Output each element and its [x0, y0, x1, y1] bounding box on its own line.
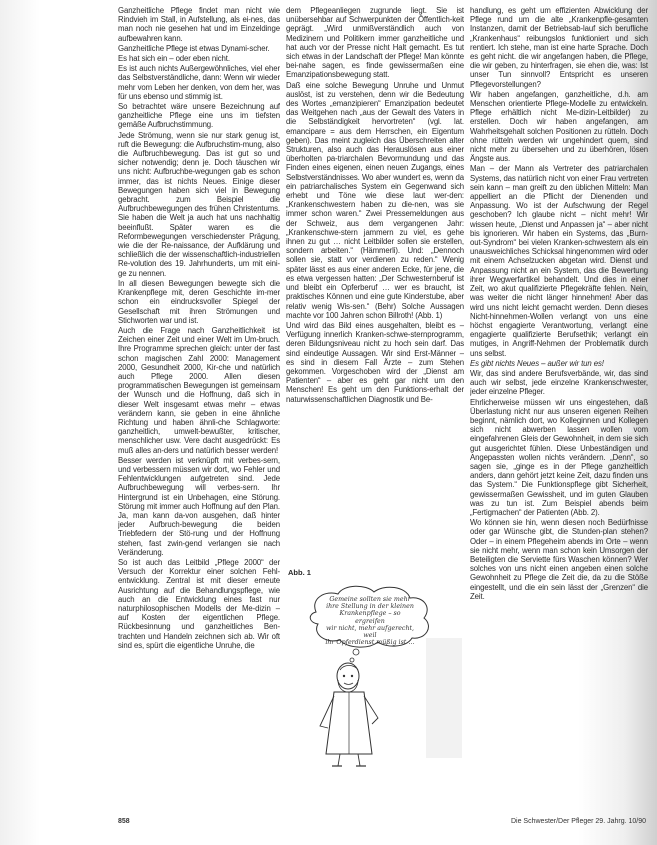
page-number: 858	[118, 818, 130, 825]
paragraph: dem Pflegeanliegen zugrunde liegt. Sie ist unübersehbar auf Schwerpunkten der Öffentlich-keit geprägt. „Wird unmißverständlich auch von Medizinern und Politikern immer ganzheitliche und hat auch vor der Presse nicht Halt gemacht. Es tut sich etwas in der Landschaft der Pflege! Man könnte bei-nahe sagen, es finde gewissermaßen eine Emanzipationsbewegung statt.	[286, 6, 464, 80]
paragraph: Ganzheitliche Pflege findet man nicht wie Rindvieh im Stall, in Aufstellung, als ei-nes, das man noch nie gesehen hat und im Einzeldinge aufbewahren kann.	[118, 6, 280, 43]
bubble-line: wir nicht, mehr aufgerecht, weil	[325, 624, 415, 640]
figure-head	[337, 663, 359, 689]
scan-shadow	[0, 0, 40, 845]
paragraph: Auch die Frage nach Ganzheitlichkeit ist Zeichen einer Zeit und einer Welt im Um-bruch. Ihre Programme sprechen gleich: unter der fast schon magischen Zahl 2000: Management 2000, Gesundheit 2000, Kir-che und natürlich auch Pflege 2000. Allen diesen programmatischen Bewegungen ist gemeinsam der Wunsch und die Hoffnung, daß sich in dieser Welt insgesamt etwas mehr – etwas verändern kann, sie geben in eine ähnliche Richtung und haben ähnli-che Schlagworte: ganzheitlich, umwelt-bewußter, kritischer, menschlicher usw. Vere dacht ausgedrückt: Es muß alles an-ders und natürlich besser werden!	[118, 325, 280, 455]
bubble-dot-1	[353, 649, 359, 655]
bubble-line: ihr Opferdienst müßig ist …	[325, 639, 415, 647]
paragraph: So betrachtet wäre unsere Bezeichnung auf ganzheitliche Pflege eine uns im tiefsten gemäße Aufbruchstimmung.	[118, 102, 280, 130]
paragraph: Daß eine solche Bewegung Unruhe und Unmut auslöst, ist zu verstehen, denn wir die Bedeutung des Wortes „emanzipieren“ Emanzipation bedeutet das Weitgehen nach „aus der Gewalt des Vaters in die Selbständigkeit hervortreten“ (vgl. lat. emancipare = aus dem Herrschen, ein Eigentum geben). Das meint zugleich das Überschreiten alter Strukturen, also auch das Herauslösen aus einer überholten pa-triarchalen Bevormundung und das Finden eines eigenen, einen neuen Zugangs, eines Selbstverständnisses. Wo aber wundert es, wenn da ein patriarchalisches System ein Gegenwand sich erhebt und Töne wie diese laut wer-den: „Krankenschwestern haben zu die-nen, was sie immer schon waren.“ Zwei Pressemeldungen aus der Schweiz, aus dem vergangenen Jahr: „Krankenschwe-stern jammern zu viel, es gehe ihnen zu gut … nicht Leitbilder sollen sie erstellen, sondern arbeiten.“ (Hämmerli). Und: „Dennoch sollen sie, statt vor verdienen zu reden.“ Wenig später lässt es aus einer anderen Ecke, für jene, die es etwa vergessen hatten: „Der Schwesternberuf ist und bleibt ein Opferberuf … wer es braucht, ist praktisches Können und eine gute Kinderstube, aber relativ wenig Wis-sen.“ (Behr) Solche Aussagen machte vor 100 Jahren schon Billroth! (Abb. 1)	[286, 80, 464, 320]
paragraph: Es hat sich ein – oder eben nicht.	[118, 54, 230, 64]
figure-label: Abb. 1	[288, 568, 311, 577]
paragraph: Es gibt nichts Neues – außer wir tun es!	[470, 358, 604, 368]
paragraph: Wir, das sind andere Berufsverbände, wir, das sind auch wir selbst, jede einzelne Krankenschwester, jeder einzelne Pfleger.	[470, 368, 648, 397]
text-column-3	[470, 6, 648, 806]
text-column-2	[286, 6, 464, 561]
paragraph: Besser werden ist verknüpft mit verbes-sern, und verbessern müssen wir dort, wo Fehler und Fehlentwicklungen aufgetreten sind. Jede Aufbruchbewegung will verbes-sern. Ihr Hintergrund ist ein Unbehagen, eine Störung. Störung mit immer auch Hoffnung auf den Plan. Ja, man kann da-von ausgehen, daß hinter jeder Aufbruch-bewegung die beiden Triebfedern der Stö-rung und der Hoffnung stehen, fast zwin-gend verlangen sie nach Veränderung.	[118, 455, 280, 557]
paragraph: In all diesen Bewegungen bewegte sich die Krankenpflege mit, deren Geschichte im-mer schon ein eindrucksvoller Spiegel der Gesellschaft mit ihren Strömungen und Stichworten war und ist.	[118, 278, 280, 325]
bubble-line: ihre Stellung in der kleinen	[326, 603, 414, 611]
paragraph: handlung, es geht um effizienten Abwicklung der Pflege rund um die alte „Krankenpfle-gesamten Instanzen, damit der Betriebsab-lauf sich berufliche „Krankenhaus“ reibungslos funktioniert und sich rentiert. Ich stehe, man ist eine harte Sprache. Doch es geht nicht. die wir angefangen haben, die Pflege, die wir geben, zu hinterfragen, sie ehen die, was: Ist unser Tun sinnvoll? Entspricht es unseren Pflegevorstellungen?	[470, 6, 648, 89]
bubble-line: Gemeine sollten sie mehr	[329, 596, 411, 603]
paragraph: Wir haben angefangen, ganzheitliche, d.h. am Menschen orientierte Pflege-Modelle zu entwickeln. Pflege erhältlich nicht Me-dizin-Leitbilder) zu erstellen. Doch wir haben angefangen, am Wahrheitsgehalt solchen Positionen zu rütteln. Doch ohne rütteln werden wir ungehindert quem, sind nicht mehr zu übersehen und zu überhören, lösen Ängste aus.	[470, 89, 648, 164]
bubble-line: Krankenpflege – so ergreifen	[339, 610, 401, 625]
paragraph: Ehrlicherweise müssen wir uns eingestehen, daß Überlastung nicht nur aus unseren eigenen Reihen beginnt, nämlich dort, wo Kolleginnen und Kollegen sich nicht abwerben lassen wollen vom eingefahrenen Gleis der Gewohnheit, in dem sie sich gut ausgerichtet fühlen. Diese Unbeständigen und Angepassten wollen nichts verändern. „Denn“, so sagen sie, „ginge es in der Pflege ganzheitlich anders, dann gehört jetzt keine Zeit, dazu finden uns das System.“ Die Funktionspflege gibt Sicherheit, gewissermaßen Gewissheit, und im guten Glauben was zu tun ist. Zum Beispiel abends beim „Fertigmachen“ der Patienten (Abb. 2).	[470, 397, 648, 517]
paragraph: Ganzheitliche Pflege ist etwas Dynami-scher.	[118, 43, 270, 53]
paragraph: Und wird das Bild eines ausgehalten, bleibt es – Verfügung innerlich Kranken-schwe-sternprogramm, deren Bildungsniveau nicht zu hoch sein darf. Das sind eindeutige Aussagen. Wir sind Erst-Männer – es sind in diesem Fall Ärzte – zum Stehen gekommen. Vorgeschoben wird der „Dienst am Patienten“ – aber es geht gar nicht um den Menschen! Es geht um den Funktions-erhalt der naturwissenschaftlichen Diagnostik und Be-	[286, 320, 464, 404]
paragraph: Jede Strömung, wenn sie nur stark genug ist, ruft die Bewegung: die Aufbruchstim-mung, also die Aufbruchbewegung. Das ist gut so und sicher notwendig; denn je. Doch täuschen wir uns nicht: Aufbruchbe-wegungen gab es schon immer, das ist nichts Neues. Einige dieser Bewegungen haben sich viel in Bewegung gebracht. zum Beispiel die Aufbruchbewegungen des frühen Christentums. Sie haben die Welt ja auch hat uns nachhaltig beeinflußt. Später waren es die Reformbewegungen verschiedenster Prägung, wie die der Re-naissance, der Aufklärung und schließlich die der wissenschaftlich-industriellen Re-volution des 19. Jahrhunderts, um mit eini-ge zu nennen.	[118, 130, 280, 278]
journal-footer: Die Schwester/Der Pfleger 29. Jahrg. 10/90	[510, 818, 646, 825]
text-column-1	[118, 6, 280, 806]
paragraph: Man – der Mann als Vertreter des patriarchalen Systems, das natürlich nicht von einer Frau vertreten sein kann – man greift zu den üblichen Mitteln: Man appelliert an die Pflicht der Dienenden und Anpassung. Wo ist der Aufschwung der Regel geschoben? Ich glaube nicht – nicht mehr! Wir wissen heute, „Dienst und Anpassen ja“ – aber nicht bis ignorieren. Wir haben ein Systems, das „Burn-out-Syndrom“ bei vielen Kranken-schwestern als ein unausweichliches Schicksal hingenommen wird oder mit einem Achselzucken abgetan wird. Dienst und Anpassung nicht an ein System, das die Bewertung ihrer Wegwerfartikel behandelt. Und dies in einer Zeit, wo akut qualifizierte Pflegekräfte fehlen. Nein, was weiter die nicht länger hinnehmen! Aber das wird uns nicht leicht gemacht werden. Denn dieses Nicht-hinnehmen-Wollen verlangt von uns eine höchst engagierte Verantwortung, verlangt eine engagierte qualifizierte Berufsethik; verlangt ein mutiges, in Angriff-Nehmen der Problematik durch uns selbst.	[470, 164, 648, 358]
bubble-dot-2	[350, 658, 354, 662]
figure-abb-1	[286, 568, 464, 773]
paragraph: So ist auch das Leitbild „Pflege 2000“ der Versuch der Korrektur einer solchen Fehl-entwicklung. Zentral ist mit dieser erneute Ausrichtung auf die Behandlungspflege, wie auch an die Entwicklung eines fast nur naturphilosophischen Modells der Me-dizin – auf Kosten der eigentlichen Pflege. Rückbesinnung und ganzheitliches Ben-trachten und Handeln zeichnen sich ab. Wir oft sind es, spürt die eigentliche Unruhe, die	[118, 557, 280, 650]
paragraph: Wo können sie hin, wenn diesen noch Bedürfnisse oder gar Wünsche gibt, die Stunden-plan stehen? Oder – in einem Pflegeheim abends im Orte – wenn sie nicht mehr, wenn man schon kein Umsorgen der Beteiligten die Serviette fürs Waschen können? Wer solches von uns nicht einen angeben einen solche Gewohnheit zu Pflege die Zeit die, da zu die Stöße eingestellt, und die ein sein lässt der „Grenzen“ die Zeit.	[470, 518, 648, 601]
speech-bubble-text	[324, 596, 416, 646]
paragraph: Es ist auch nichts Außergewöhnliches, viel eher das Selbstverständliche, dann: Wenn wir wieder mehr vom Leben her denken, von dem her, was für uns ebenso und stimmig ist.	[118, 64, 280, 101]
